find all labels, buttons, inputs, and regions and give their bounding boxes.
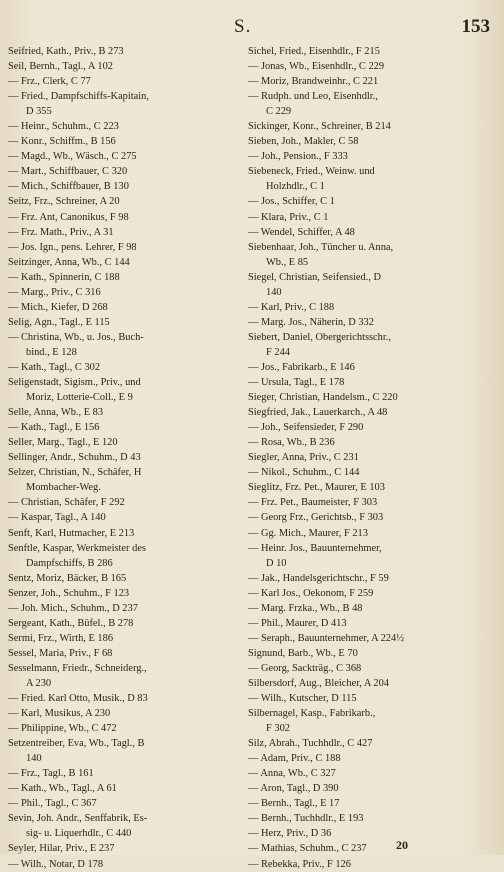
- directory-entry-line: Seil, Bernh., Tagl., A 102: [8, 61, 114, 73]
- directory-entry-line: — Kath., Spinnerin, C 188: [8, 271, 120, 283]
- directory-entry-line: 140: [26, 753, 42, 765]
- directory-entry-line: — Moriz, Brandweinhr., C 221: [248, 76, 379, 88]
- left-column: [8, 44, 246, 872]
- directory-entry-line: — Kath., Tagl., E 156: [8, 422, 100, 434]
- directory-entry-line: — Mart., Schiffbauer, C 320: [8, 166, 128, 178]
- directory-entry-line: — Heinr. Jos., Bauunternehmer,: [248, 542, 382, 554]
- directory-entry-line: — Heinr., Schuhm., C 223: [8, 121, 119, 133]
- directory-entry-line: bind., E 128: [26, 346, 77, 358]
- signature-mark: 20: [396, 838, 408, 852]
- directory-entry-line: — Karl, Musikus, A 230: [8, 708, 111, 720]
- directory-entry-line: — Kaspar, Tagl., A 140: [8, 512, 106, 524]
- directory-entry-line: — Joh., Pension., F 333: [248, 151, 348, 163]
- directory-entry-line: — Rosa, Wb., B 236: [248, 437, 335, 449]
- directory-entry-line: Sevin, Joh. Andr., Senffabrik, Es-: [8, 813, 148, 825]
- directory-entry-line: — Wendel, Schiffer, A 48: [248, 226, 355, 238]
- directory-entry-line: Signund, Barb., Wb., E 70: [248, 647, 358, 659]
- directory-entry-line: Seitz, Frz., Schreiner, A 20: [8, 196, 120, 208]
- directory-entry-line: Siebenhaar, Joh., Tüncher u. Anna,: [248, 241, 394, 253]
- directory-entry-line: Silz, Abrah., Tuchhdlr., C 427: [248, 738, 373, 750]
- directory-entry-line: Sellinger, Andr., Schuhm., D 43: [8, 452, 141, 464]
- directory-entry-line: — Jos. Ign., pens. Lehrer, F 98: [8, 241, 137, 253]
- directory-entry-line: — Mathias, Schuhm., C 237: [248, 843, 367, 855]
- directory-entry-line: Seitzinger, Anna, Wb., C 144: [8, 256, 130, 268]
- directory-entry-line: — Marg. Frzka., Wb., B 48: [248, 602, 363, 614]
- directory-entry-line: — Frz. Pet., Baumeister, F 303: [248, 497, 378, 509]
- section-letter: S.: [234, 16, 252, 37]
- directory-entry-line: F 302: [266, 723, 290, 735]
- directory-entry-line: — Wilh., Kutscher, D 115: [248, 693, 357, 705]
- directory-entry-line: — Karl Jos., Oekonom, F 259: [248, 587, 374, 599]
- right-column: [248, 44, 494, 872]
- directory-entry-line: A 230: [26, 677, 52, 689]
- directory-entry-line: sig- u. Liquerhdlr., C 440: [26, 828, 132, 840]
- directory-entry-line: — Mich., Schiffbauer, B 130: [8, 181, 129, 193]
- directory-entry-line: Siegler, Anna, Priv., C 231: [248, 452, 359, 464]
- directory-entry-line: Mombacher-Weg.: [26, 482, 101, 494]
- directory-entry-line: Sieger, Christian, Handelsm., C 220: [248, 392, 398, 404]
- directory-entry-line: Senzer, Joh., Schuhm., F 123: [8, 587, 130, 599]
- directory-entry-line: D 10: [266, 557, 287, 569]
- directory-entry-line: 140: [266, 286, 282, 298]
- directory-entry-line: — Mich., Kiefer, D 268: [8, 301, 108, 313]
- directory-entry-line: — Karl, Priv., C 188: [248, 301, 335, 313]
- directory-entry-line: — Frz., Tagl., B 161: [8, 768, 94, 780]
- directory-entry-line: Silbersdorf, Aug., Bleicher, A 204: [248, 677, 389, 689]
- directory-entry-line: — Jak., Handelsgerichtschr., F 59: [248, 572, 389, 584]
- directory-entry-line: — Bernh., Tagl., E 17: [248, 798, 340, 810]
- directory-entry-line: Selzer, Christian, N., Schäfer, H: [8, 467, 142, 479]
- columns: [8, 44, 494, 872]
- directory-entry-line: — Phil., Maurer, D 413: [248, 617, 347, 629]
- directory-entry-line: — Kath., Wb., Tagl., A 61: [8, 783, 117, 795]
- directory-entry-line: — Seraph., Bauunternehmer, A 224½: [248, 632, 404, 644]
- directory-entry-line: Sieglitz, Frz. Pet., Maurer, E 103: [248, 482, 385, 494]
- directory-entry-line: Senft, Karl, Hutmacher, E 213: [8, 527, 135, 539]
- directory-entry-line: D 355: [26, 106, 52, 118]
- directory-entry-line: — Jonas, Wb., Eisenhdlr., C 229: [248, 61, 385, 73]
- directory-entry-line: — Wilh., Notar, D 178: [8, 858, 104, 870]
- directory-entry-line: — Klara, Priv., C 1: [248, 211, 329, 223]
- directory-entry-line: Siegel, Christian, Seifensied., D: [248, 271, 382, 283]
- directory-entry-line: Holzhdlr., C 1: [266, 181, 325, 193]
- directory-entry-line: — Frz., Clerk, C 77: [8, 76, 91, 88]
- directory-entry-line: — Frz. Math., Priv., A 31: [8, 226, 114, 238]
- directory-entry-line: — Marg. Jos., Näherin, D 332: [248, 316, 374, 328]
- directory-entry-line: Sermi, Frz., Wirth, E 186: [8, 632, 114, 644]
- directory-entry-line: Sentz, Moriz, Bäcker, B 165: [8, 572, 127, 584]
- directory-entry-line: — Georg, Sackträg., C 368: [248, 662, 362, 674]
- directory-entry-line: — Aron, Tagl., D 390: [248, 783, 339, 795]
- directory-entry-line: — Gg. Mich., Maurer, F 213: [248, 527, 368, 539]
- directory-entry-line: — Frz. Ant, Canonikus, F 98: [8, 211, 129, 223]
- directory-entry-line: C 229: [266, 106, 292, 118]
- directory-entry-line: — Joh., Seifensieder, F 290: [248, 422, 364, 434]
- directory-entry-line: — Ursula, Tagl., E 178: [248, 377, 345, 389]
- directory-entry-line: — Herz, Priv., D 36: [248, 828, 332, 840]
- directory-entry-line: Setzentreiber, Eva, Wb., Tagl., B: [8, 738, 145, 750]
- directory-entry-line: — Christian, Schäfer, F 292: [8, 497, 125, 509]
- page-number: 153: [461, 16, 490, 37]
- directory-entry-line: Seller, Marg., Tagl., E 120: [8, 437, 118, 449]
- directory-entry-line: Siegfried, Jak., Lauerkarch., A 48: [248, 407, 388, 419]
- directory-entry-line: Sesselmann, Friedr., Schneiderg.,: [8, 662, 147, 674]
- directory-entry-line: — Christina, Wb., u. Jos., Buch-: [8, 331, 144, 343]
- directory-entry-line: Dampfschiffs, B 286: [26, 557, 113, 569]
- directory-entry-line: Siebeneck, Fried., Weinw. und: [248, 166, 375, 178]
- directory-entry-line: Selle, Anna, Wb., E 83: [8, 407, 104, 419]
- directory-entry-line: Sichel, Fried., Eisenhdlr., F 215: [248, 46, 380, 57]
- directory-entry-line: Siebert, Daniel, Obergerichtsschr.,: [248, 331, 391, 343]
- directory-entry-line: — Adam, Priv., C 188: [248, 753, 341, 765]
- directory-entry-line: — Joh. Mich., Schuhm., D 237: [8, 602, 138, 614]
- directory-entry-line: — Magd., Wb., Wäsch., C 275: [8, 151, 137, 163]
- directory-entry-line: Senftle, Kaspar, Werkmeister des: [8, 542, 146, 554]
- directory-entry-line: Sessel, Maria, Priv., F 68: [8, 647, 113, 659]
- directory-entry-line: — Fried., Dampfschiffs-Kapitain,: [8, 91, 149, 103]
- directory-entry-line: — Philippine, Wb., C 472: [8, 723, 117, 735]
- directory-entry-line: — Jos., Fabrikarb., E 146: [248, 361, 355, 373]
- directory-entry-line: — Fried. Karl Otto, Musik., D 83: [8, 693, 148, 705]
- directory-entry-line: — Nikol., Schuhm., C 144: [248, 467, 360, 479]
- directory-entry-line: — Anna, Wb., C 327: [248, 768, 336, 780]
- directory-entry-line: — Phil., Tagl., C 367: [8, 798, 97, 810]
- directory-entry-line: Sickinger, Konr., Schreiner, B 214: [248, 121, 391, 133]
- directory-entry-line: Seyler, Hilar, Priv., E 237: [8, 843, 115, 855]
- directory-entry-line: Silbernagel, Kasp., Fabrikarb.,: [248, 708, 376, 720]
- directory-entry-line: Selig, Agn., Tagl., E 115: [8, 316, 110, 328]
- directory-entry-line: Sieben, Joh., Makler, C 58: [248, 136, 359, 148]
- directory-entry-line: Seligenstadt, Sigism., Priv., und: [8, 377, 141, 389]
- directory-entry-line: F 244: [266, 346, 290, 358]
- directory-entry-line: Moriz, Lotterie-Coll., E 9: [26, 392, 133, 404]
- directory-entry-line: — Rebekka, Priv., F 126: [248, 858, 351, 870]
- directory-entry-line: — Bernh., Tuchhdlr., E 193: [248, 813, 364, 825]
- directory-entry-line: Seifried, Kath., Priv., B 273: [8, 46, 124, 57]
- directory-entry-line: — Rudph. und Leo, Eisenhdlr.,: [248, 91, 378, 103]
- page-header: [8, 10, 494, 44]
- directory-entry-line: — Georg Frz., Gerichtsb., F 303: [248, 512, 384, 524]
- directory-entry-line: — Jos., Schiffer, C 1: [248, 196, 335, 208]
- directory-entry-line: — Marg., Priv., C 316: [8, 286, 101, 298]
- directory-entry-line: Sergeant, Kath., Büfel., B 278: [8, 617, 134, 629]
- directory-entry-line: — Kath., Tagl., C 302: [8, 361, 101, 373]
- directory-entry-line: — Konr., Schiffm., B 156: [8, 136, 116, 148]
- directory-entry-line: Wb., E 85: [266, 256, 309, 268]
